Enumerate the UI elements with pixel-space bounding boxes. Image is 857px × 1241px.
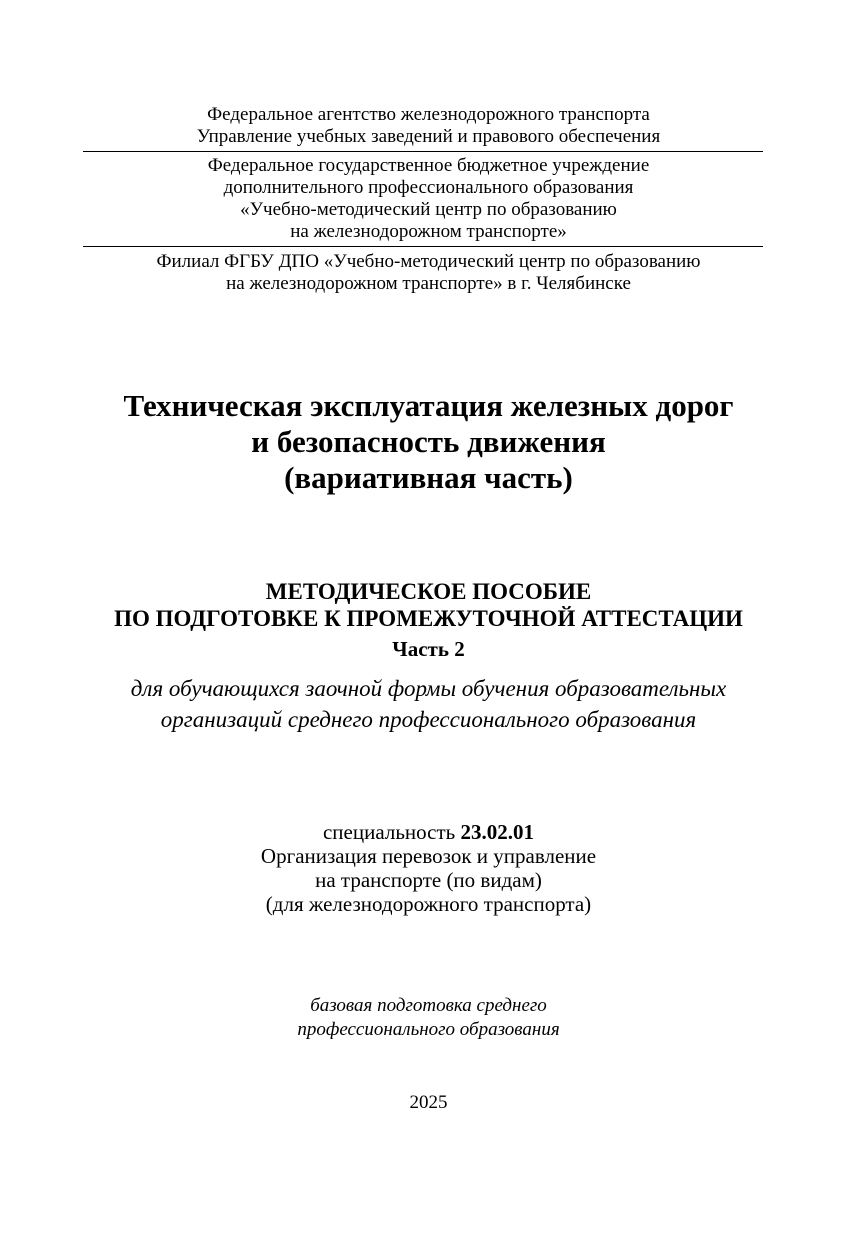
institution-line: дополнительного профессионального образования <box>223 177 634 198</box>
agency-line: Федеральное агентство железнодорожного транспорта <box>207 104 650 125</box>
specialty-label: специальность <box>322 820 456 844</box>
institution-line: «Учебно-методический центр по образованию <box>240 199 617 220</box>
title-line: Техническая эксплуатация железных дорог <box>123 388 734 423</box>
divider-line <box>83 246 763 247</box>
document-type <box>0 578 857 632</box>
doc-type-line: ПО ПОДГОТОВКЕ К ПРОМЕЖУТОЧНОЙ АТТЕСТАЦИИ <box>114 606 743 631</box>
doc-type-line: МЕТОДИЧЕСКОЕ ПОСОБИЕ <box>265 579 592 604</box>
audience-line: организаций среднего профессионального образования <box>160 707 697 732</box>
branch-line: Филиал ФГБУ ДПО «Учебно-методический центр по образованию <box>156 251 701 272</box>
publication-year: 2025 <box>409 1092 448 1113</box>
specialty-name-line: (для железнодорожного транспорта) <box>265 892 592 916</box>
branch-block <box>0 251 857 295</box>
education-level <box>0 994 857 1042</box>
agency-line: Управление учебных заведений и правового обеспечения <box>196 126 661 147</box>
audience-line: для обучающихся заочной формы обучения образовательных <box>130 676 727 701</box>
specialty-code: 23.02.01 <box>460 820 534 844</box>
specialty-name-line: Организация перевозок и управление <box>260 844 597 868</box>
specialty-block <box>0 820 857 916</box>
institution-block <box>0 155 857 243</box>
document-title <box>0 388 857 496</box>
audience <box>0 673 857 735</box>
title-line: (вариативная часть) <box>284 460 573 495</box>
part-number: Часть 2 <box>392 637 465 661</box>
level-line: профессионального образования <box>297 1019 560 1040</box>
specialty-name-line: на транспорте (по видам) <box>315 868 542 892</box>
specialty-line <box>0 820 857 844</box>
title-line: и безопасность движения <box>251 424 606 459</box>
level-line: базовая подготовка среднего <box>310 995 547 1016</box>
divider-line <box>83 151 763 152</box>
branch-line: на железнодорожном транспорте» в г. Челябинске <box>226 273 631 294</box>
agency-block <box>0 104 857 148</box>
institution-line: Федеральное государственное бюджетное учреждение <box>207 155 650 176</box>
institution-line: на железнодорожном транспорте» <box>290 221 567 242</box>
